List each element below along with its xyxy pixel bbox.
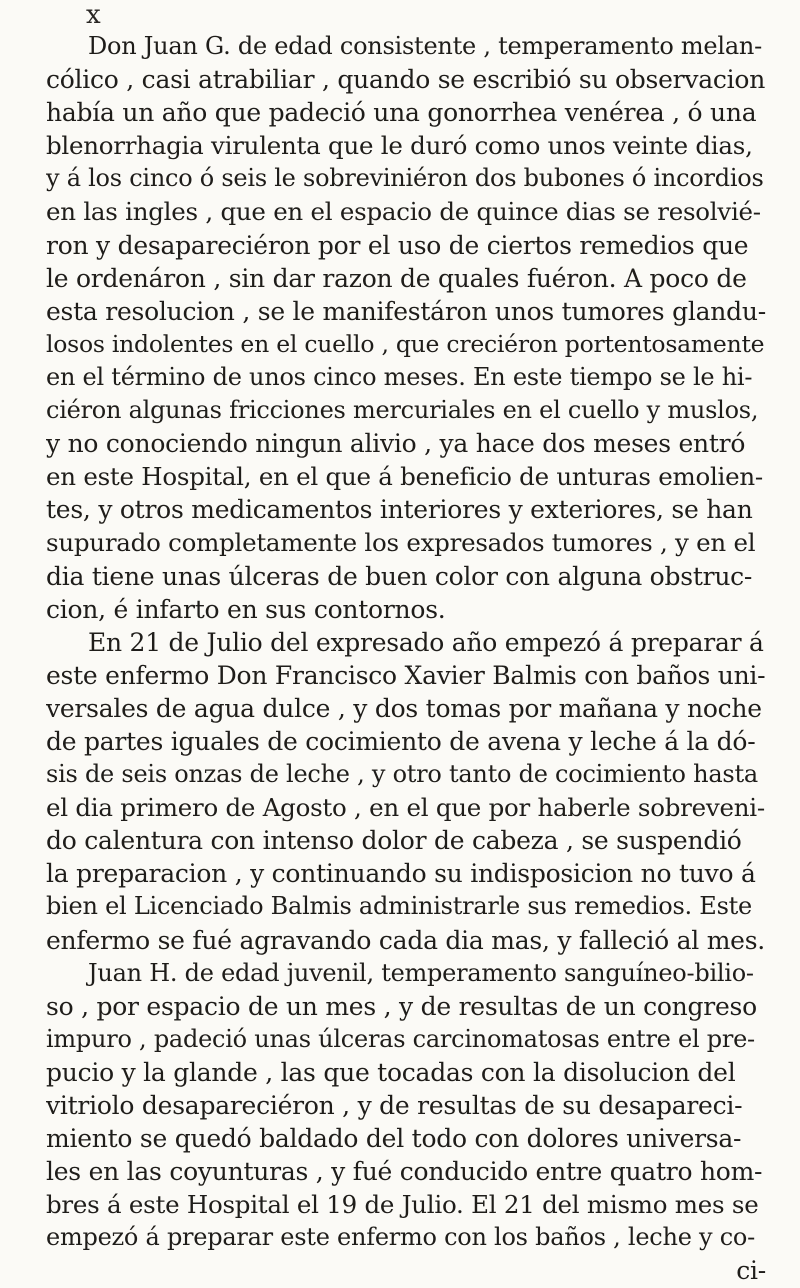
text-line: el dia primero de Agosto , en el que por haberle sobreveni- (46, 793, 765, 823)
signature-mark: x (86, 0, 101, 30)
text-line: versales de agua dulce , y dos tomas por mañana y noche (46, 693, 762, 723)
text-line: vitriolo desapareciéron , y de resultas de su desapareci- (46, 1091, 743, 1120)
text-line: do calentura con intenso dolor de cabeza , se suspendió (46, 826, 742, 856)
text-line: sis de seis onzas de leche , y otro tanto de cocimiento hasta (46, 760, 758, 789)
text-line: y no conociendo ningun alivio , ya hace dos meses entró (46, 429, 746, 459)
text-line: dia tiene unas úlceras de buen color con alguna obstruc- (46, 561, 753, 591)
text-line: le ordenáron , sin dar razon de quales fuéron. A poco de (46, 263, 747, 293)
text-line: En 21 de Julio del expresado año empezó á preparar á (88, 627, 764, 657)
text-line: en este Hospital, en el que á beneficio de unturas emolien- (46, 462, 763, 492)
text-line: pucio y la glande , las que tocadas con la disolucion del (46, 1057, 736, 1087)
text-line: de partes iguales de cocimiento de avena y leche á la dó- (46, 726, 756, 756)
text-line: miento se quedó baldado del todo con dolores universa- (46, 1124, 742, 1154)
text-line: blenorrhagia virulenta que le duró como unos veinte dias, (46, 131, 753, 161)
text-line: ciéron algunas fricciones mercuriales en el cuello y muslos, (46, 396, 759, 425)
catchword: ci- (736, 1256, 766, 1286)
text-line: había un año que padeció una gonorrhea venérea , ó una (46, 98, 757, 128)
text-line: Don Juan G. de edad consistente , temperamento melan- (88, 32, 762, 60)
text-line: este enfermo Don Francisco Xavier Balmis con baños uni- (46, 660, 766, 690)
text-line: cólico , casi atrabiliar , quando se escribió su observacion (46, 65, 766, 95)
text-line: tes, y otros medicamentos interiores y exteriores, se han (46, 495, 753, 525)
body-text (46, 30, 766, 1288)
text-line: enfermo se fué agravando cada dia mas, y falleció al mes. (46, 925, 765, 955)
text-line: Juan H. de edad juvenil, temperamento sanguíneo-bilio- (88, 958, 754, 987)
text-line: so , por espacio de un mes , y de resultas de un congreso (46, 991, 757, 1021)
text-line: cion, é infarto en sus contornos. (46, 594, 446, 624)
text-line: empezó á preparar este enfermo con los baños , leche y co- (46, 1223, 755, 1252)
text-line: esta resolucion , se le manifestáron unos tumores glandu- (46, 296, 766, 326)
text-line: la preparacion , y continuando su indisposicion no tuvo á (46, 859, 756, 889)
text-line: impuro , padeció unas úlceras carcinomatosas entre el pre- (46, 1024, 755, 1053)
text-line: ron y desapareciéron por el uso de ciertos remedios que (46, 230, 749, 260)
text-line: bres á este Hospital el 19 de Julio. El 21 del mismo mes se (46, 1190, 759, 1220)
text-line: y á los cinco ó seis le sobreviniéron dos bubones ó incordios (46, 164, 764, 193)
text-line: bien el Licenciado Balmis administrarle sus remedios. Este (46, 892, 752, 921)
text-line: en las ingles , que en el espacio de quince dias se resolvié- (46, 197, 761, 227)
text-line: losos indolentes en el cuello , que creciéron portentosamente (46, 329, 765, 358)
text-line: les en las coyunturas , y fué conducido entre quatro hom- (46, 1157, 763, 1187)
text-line: en el término de unos cinco meses. En este tiempo se le hi- (46, 362, 753, 391)
text-line: supurado completamente los expresados tumores , y en el (46, 528, 756, 558)
